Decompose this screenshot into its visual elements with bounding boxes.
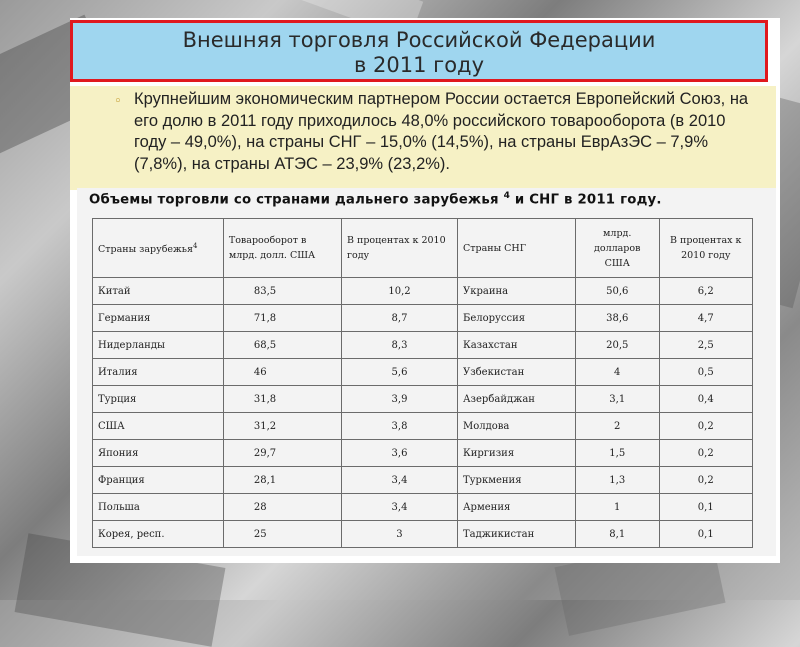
cell-percent: 3,8 — [342, 413, 458, 440]
cell-cis-percent: 0,5 — [659, 359, 753, 386]
cell-cis-percent: 6,2 — [659, 278, 753, 305]
slide-title — [70, 20, 768, 82]
header-cis-percent-2010: В процентах к 2010 году — [659, 219, 753, 278]
cell-foreign: Корея, респ. — [93, 521, 224, 548]
cell-cis-percent: 0,4 — [659, 386, 753, 413]
cell-foreign: Франция — [93, 467, 224, 494]
caption-footnote-mark: 4 — [503, 191, 511, 201]
cell-percent: 8,3 — [342, 332, 458, 359]
cell-cis: Туркмения — [457, 467, 575, 494]
cell-cis-billion: 4 — [575, 359, 659, 386]
table-row — [93, 278, 753, 305]
table-row — [93, 440, 753, 467]
cell-foreign: Италия — [93, 359, 224, 386]
cell-turnover: 46 — [223, 359, 341, 386]
cell-turnover: 31,2 — [223, 413, 341, 440]
cell-turnover: 28 — [223, 494, 341, 521]
cell-percent: 3,4 — [342, 467, 458, 494]
cell-cis: Казахстан — [457, 332, 575, 359]
cell-foreign: Турция — [93, 386, 224, 413]
table-row — [93, 521, 753, 548]
trade-table-panel — [77, 188, 776, 556]
cell-turnover: 25 — [223, 521, 341, 548]
trade-table — [92, 218, 753, 548]
cell-cis-billion: 1,3 — [575, 467, 659, 494]
title-line-2: в 2011 году — [354, 53, 484, 77]
cell-foreign: Польша — [93, 494, 224, 521]
cell-cis-percent: 2,5 — [659, 332, 753, 359]
cell-foreign: Нидерланды — [93, 332, 224, 359]
cell-foreign: Германия — [93, 305, 224, 332]
cell-percent: 10,2 — [342, 278, 458, 305]
cell-cis: Армения — [457, 494, 575, 521]
cell-cis: Таджикистан — [457, 521, 575, 548]
cell-foreign: США — [93, 413, 224, 440]
table-caption — [89, 191, 773, 207]
cell-turnover: 31,8 — [223, 386, 341, 413]
table-row — [93, 413, 753, 440]
header-cis-billion: млрд. долларов США — [575, 219, 659, 278]
cell-cis-billion: 8,1 — [575, 521, 659, 548]
cell-percent: 8,7 — [342, 305, 458, 332]
cell-cis-billion: 38,6 — [575, 305, 659, 332]
cell-percent: 3 — [342, 521, 458, 548]
cell-turnover: 68,5 — [223, 332, 341, 359]
cell-turnover: 83,5 — [223, 278, 341, 305]
cell-cis: Киргизия — [457, 440, 575, 467]
cell-percent: 3,6 — [342, 440, 458, 467]
table-row — [93, 332, 753, 359]
bullet-paragraph: Крупнейшим экономическим партнером России остается Европейский Союз, на его долю в 2011 году приходилось 48,0% российского товарооборота (в 2010 году – 49,0%), на страны СНГ – 15,0% (14,5%), на страны ЕврАзЭС – 7,9% (7,8%), на страны АТЭС – 23,9% (23,2%). — [134, 90, 749, 173]
cell-cis-billion: 3,1 — [575, 386, 659, 413]
cell-cis-percent: 0,2 — [659, 413, 753, 440]
cell-foreign: Япония — [93, 440, 224, 467]
cell-cis-billion: 20,5 — [575, 332, 659, 359]
cell-cis: Украина — [457, 278, 575, 305]
cell-cis-billion: 2 — [575, 413, 659, 440]
table-header-row — [93, 219, 753, 278]
cell-cis: Белоруссия — [457, 305, 575, 332]
cell-foreign: Китай — [93, 278, 224, 305]
cell-cis-percent: 0,2 — [659, 440, 753, 467]
header-turnover: Товарооборот в млрд. долл. США — [223, 219, 341, 278]
table-row — [93, 386, 753, 413]
cell-cis-percent: 4,7 — [659, 305, 753, 332]
table-row — [93, 305, 753, 332]
table-row — [93, 494, 753, 521]
table-row — [93, 467, 753, 494]
header-cis-countries: Страны СНГ — [457, 219, 575, 278]
bullet-text-box — [70, 86, 776, 190]
bullet-icon: ◦ — [114, 94, 122, 109]
cell-turnover: 29,7 — [223, 440, 341, 467]
cell-cis-billion: 1 — [575, 494, 659, 521]
cell-percent: 3,9 — [342, 386, 458, 413]
cell-cis-percent: 0,2 — [659, 467, 753, 494]
cell-cis-billion: 50,6 — [575, 278, 659, 305]
header-foreign-countries: Страны зарубежья$^4$ — [93, 219, 224, 278]
cell-cis-percent: 0,1 — [659, 521, 753, 548]
cell-cis-billion: 1,5 — [575, 440, 659, 467]
cell-cis: Азербайджан — [457, 386, 575, 413]
cell-cis: Молдова — [457, 413, 575, 440]
cell-turnover: 28,1 — [223, 467, 341, 494]
cell-cis: Узбекистан — [457, 359, 575, 386]
title-line-1: Внешняя торговля Российской Федерации — [182, 28, 656, 52]
caption-text-part1: Объемы торговли со странами дальнего зарубежья — [89, 192, 499, 208]
cell-turnover: 71,8 — [223, 305, 341, 332]
cell-cis-percent: 0,1 — [659, 494, 753, 521]
cell-percent: 5,6 — [342, 359, 458, 386]
caption-text-part2: и СНГ в 2011 году. — [514, 192, 662, 208]
header-percent-2010: В процентах к 2010 году — [342, 219, 458, 278]
table-row — [93, 359, 753, 386]
cell-percent: 3,4 — [342, 494, 458, 521]
